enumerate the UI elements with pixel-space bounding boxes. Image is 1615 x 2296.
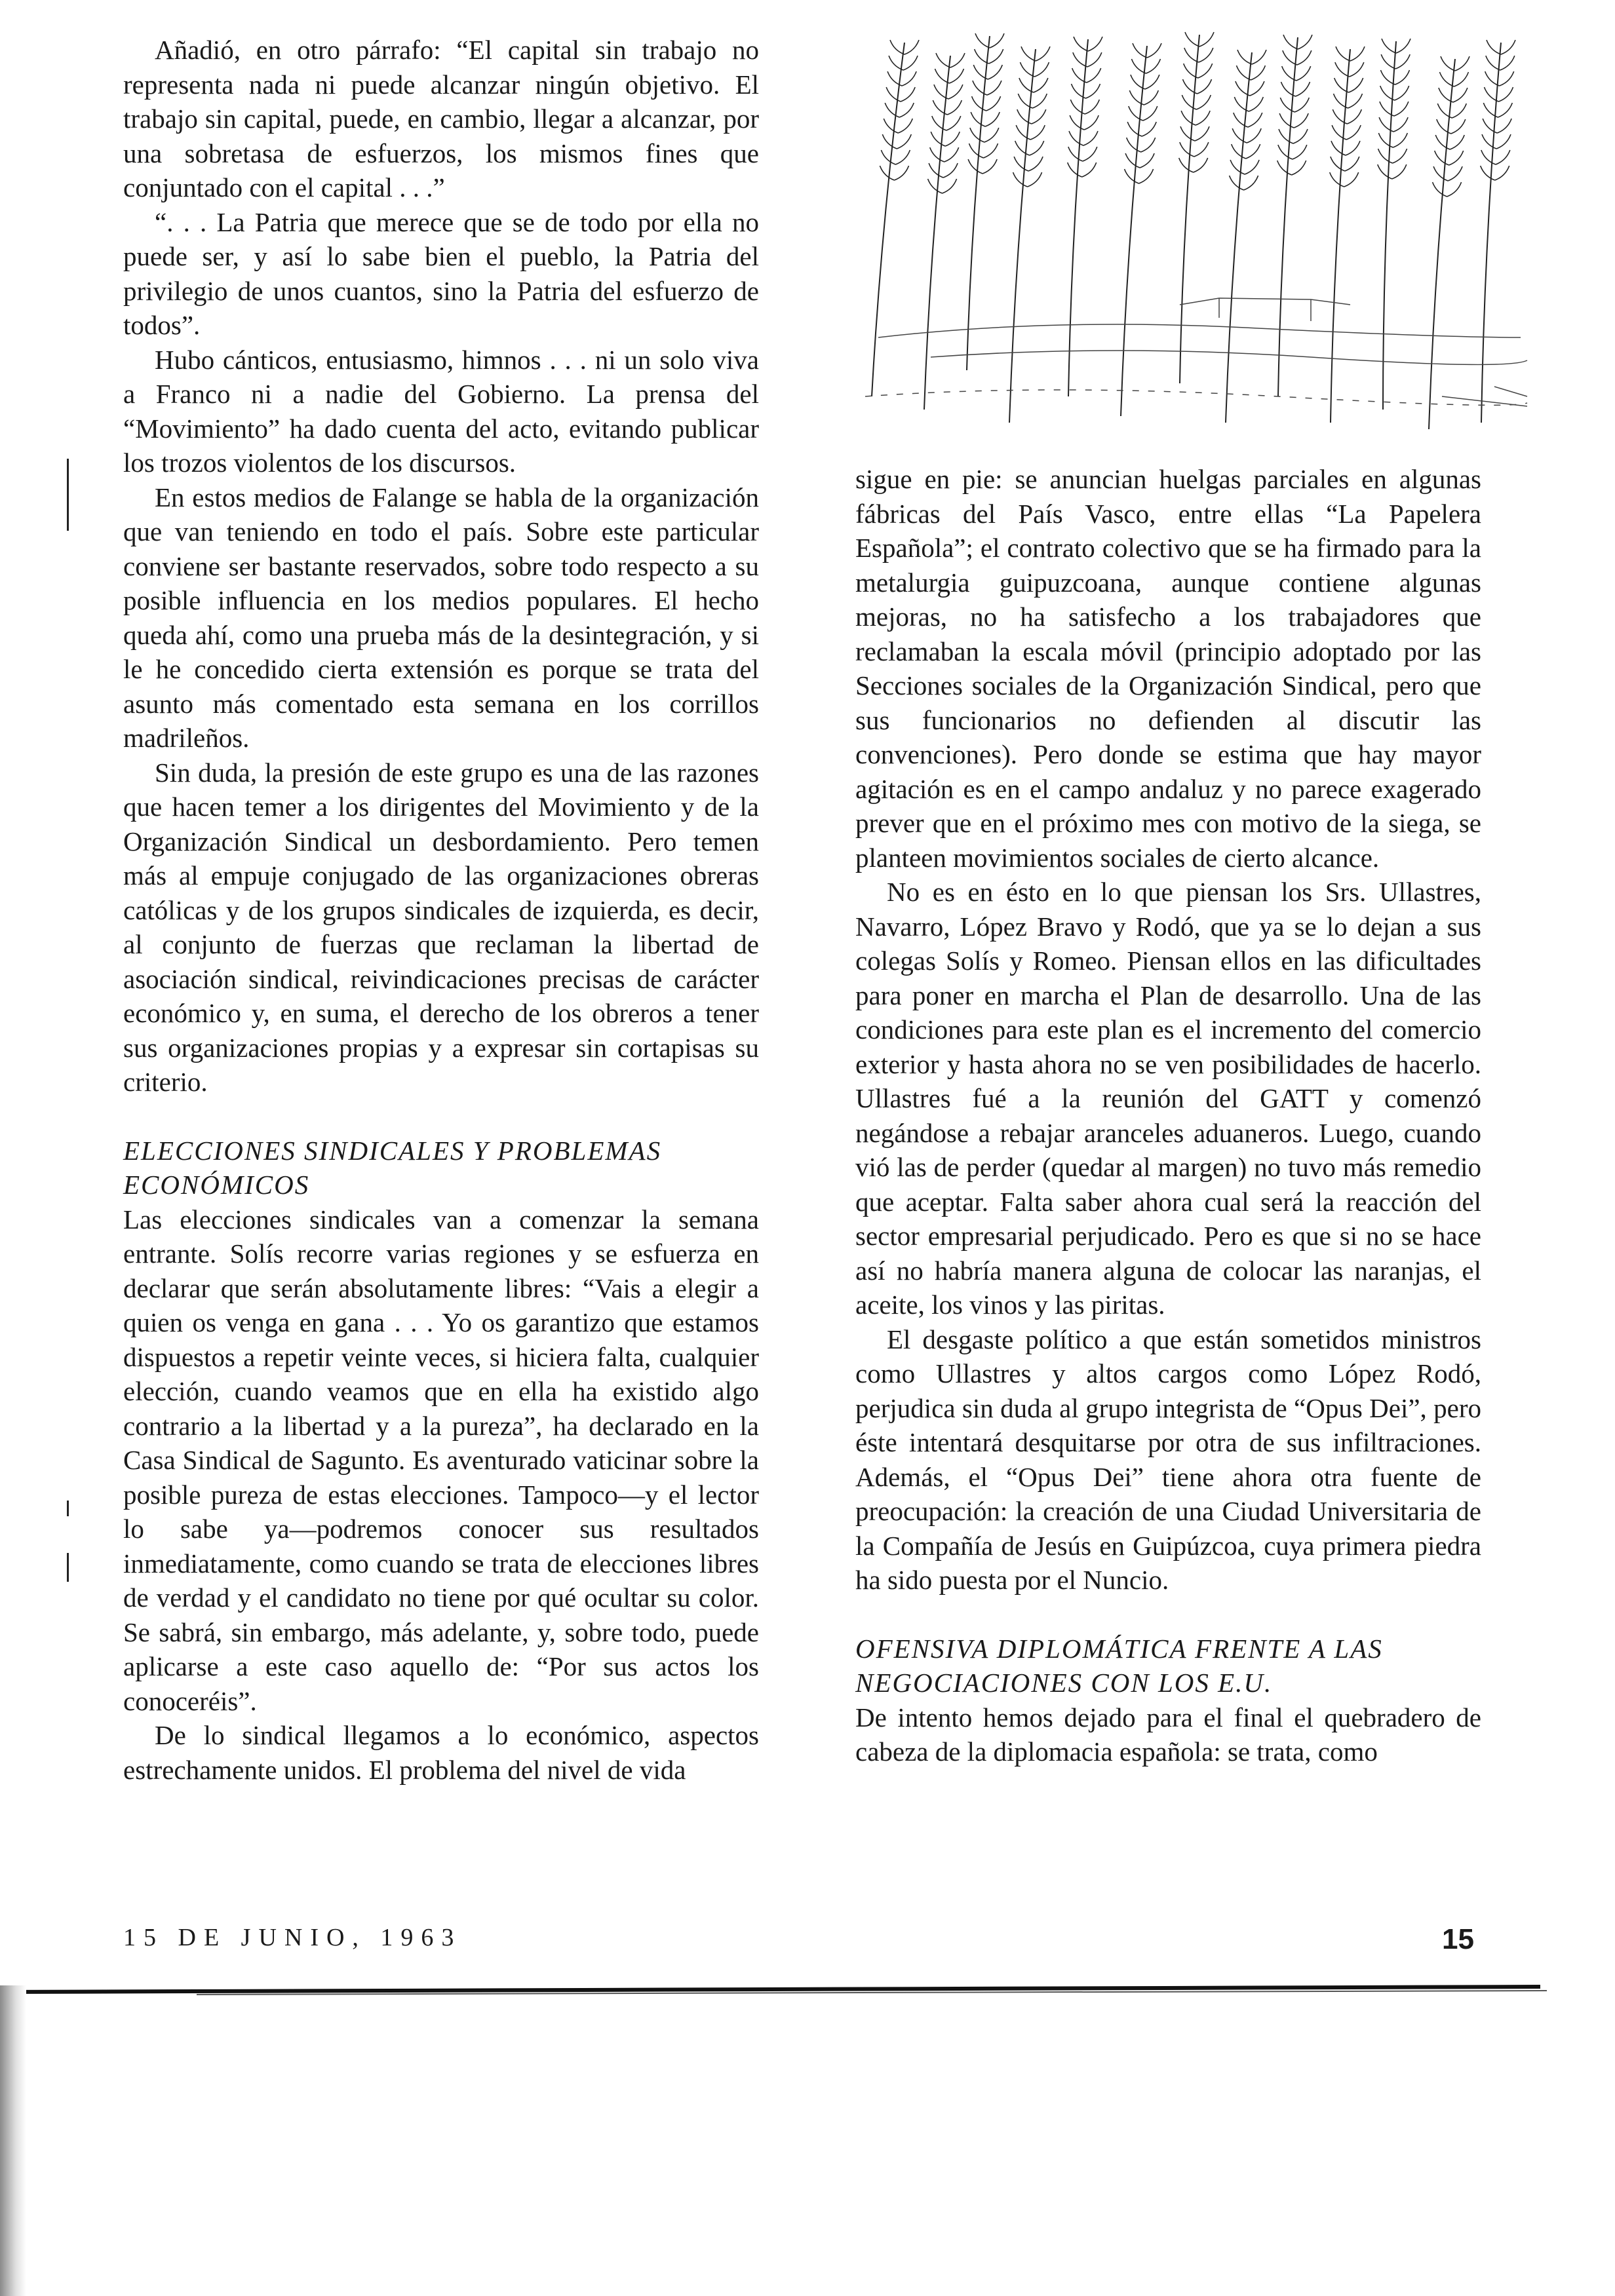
scan-edge xyxy=(0,1985,26,2296)
section-heading: ELECCIONES SINDICALES Y PROBLEMAS ECONÓMICOS xyxy=(123,1135,662,1200)
left-column xyxy=(123,33,759,1787)
paragraph: De lo sindical llegamos a lo económico, aspectos estrechamente unidos. El problema del nivel de vida xyxy=(123,1720,759,1785)
page-number: 15 xyxy=(1442,1923,1474,1955)
paragraph: Añadió, en otro párrafo: “El capital sin trabajo no representa nada ni puede alcanzar ningún objetivo. El trabajo sin capital, puede, en cambio, llegar a alcanzar, por una sobretasa de esfuerzos, los mismos fines que conjuntado con el capital . . .” xyxy=(123,35,759,202)
right-column xyxy=(855,462,1481,1769)
margin-mark xyxy=(67,459,69,531)
paragraph: De intento hemos dejado para el final el quebradero de cabeza de la diplomacia española: se trata, como xyxy=(855,1702,1481,1767)
wheat-illustration xyxy=(852,29,1534,436)
footer-date: 15 DE JUNIO, 1963 xyxy=(123,1924,462,1951)
paragraph: Hubo cánticos, entusiasmo, himnos . . . ni un solo viva a Franco ni a nadie del Gobierno. La prensa del “Movimiento” ha dado cuenta del acto, evitando publicar los trozos violentos de los discursos. xyxy=(123,344,759,478)
paragraph: El desgaste político a que están sometidos ministros como Ullastres y altos cargos como López Rodó, perjudica sin duda al grupo integrista de “Opus Dei”, pero éste intentará desquitarse por otra de sus infiltraciones. Además, el “Opus Dei” tiene ahora otra fuente de preocupación: la creación de una Ciudad Universitaria de la Compañía de Jesús en Guipúzcoa, cuya primera piedra ha sido puesta por el Nuncio. xyxy=(855,1324,1481,1595)
bottom-rule xyxy=(0,1972,1615,2012)
paragraph: “. . . La Patria que merece que se de todo por ella no puede ser, y así lo sabe bien el pueblo, la Patria del privilegio de unos cuantos, sino la Patria del esfuerzo de todos”. xyxy=(123,206,759,340)
margin-mark xyxy=(67,1501,69,1516)
margin-mark xyxy=(67,1553,69,1582)
section-heading: OFENSIVA DIPLOMÁTICA FRENTE A LAS NEGOCIACIONES CON LOS E.U. xyxy=(855,1633,1383,1698)
paragraph: En estos medios de Falange se habla de la organización que van teniendo en todo el país. Sobre este particular conviene ser bastante reservados, sobre todo respecto a su posible influencia en los medios populares. El hecho queda ahí, como una prueba más de la desintegración, y si le he concedido cierta extensión es porque se trata del asunto más comentado esta semana en los corrillos madrileños. xyxy=(123,482,759,753)
paragraph: Sin duda, la presión de este grupo es una de las razones que hacen temer a los dirigentes del Movimiento y de la Organización Sindical un desbordamiento. Pero temen más al empuje conjugado de las organizaciones obreras católicas y de los grupos sindicales de izquierda, es decir, al conjunto de fuerzas que reclaman la libertad de asociación sindical, reivindicaciones precisas de carácter económico y, en suma, el derecho de los obreros a tener sus organizaciones propias y a expresar sin cortapisas su criterio. xyxy=(123,757,759,1097)
paragraph: sigue en pie: se anuncian huelgas parciales en algunas fábricas del País Vasco, entre ellas “La Papelera Española”; el contrato colectivo que se ha firmado para la metalurgia guipuzcoana, aunque contiene algunas mejoras, no ha satisfecho a los trabajadores que reclamaban la escala móvil (principio adoptado por las Secciones sociales de la Organización Sindical, pero que sus funcionarios no defienden al discutir las convenciones). Pero donde se estima que hay mayor agitación es en el campo andaluz y no parece exagerado prever que en el próximo mes con motivo de la siega, se planteen movimientos sociales de cierto alcance. xyxy=(855,464,1481,873)
paragraph: No es en ésto en lo que piensan los Srs. Ullastres, Navarro, López Bravo y Rodó, que ya se lo dejan a sus colegas Solís y Romeo. Piensan ellos en las dificultades para poner en marcha el Plan de desarrollo. Una de las condiciones para este plan es el incremento del comercio exterior y hasta ahora no se ven posibilidades de hacerlo. Ullastres fué a la reunión del GATT y comenzó negándose a rebajar aranceles aduaneros. Luego, cuando vió las de perder (quedar al margen) no tuvo más remedio que aceptar. Falta saber ahora cual será la reacción del sector empresarial perjudicado. Pero es que si no se hace así no habría manera alguna de colocar las naranjas, el aceite, los vinos y las piritas. xyxy=(855,877,1481,1320)
paragraph: Las elecciones sindicales van a comenzar la semana entrante. Solís recorre varias regiones y se esfuerza en declarar que serán absolutamente libres: “Vais a elegir a quien os venga en gana . . . Yo os garantizo que estamos dispuestos a repetir veinte veces, si hiciera falta, cualquier elección, cuando veamos que en ella ha existido algo contrario a la libertad y a la pureza”, ha declarado en la Casa Sindical de Sagunto. Es aventurado vaticinar sobre la posible pureza de estas elecciones. Tampoco—y el lector lo sabe ya—podremos conocer sus resultados inmediatamente, como cuando se trata de elecciones libres de verdad y el candidato no tiene por qué ocultar su color. Se sabrá, sin embargo, más adelante, y, sobre todo, puede aplicarse a este caso aquello de: “Por sus actos los conoceréis”. xyxy=(123,1204,759,1716)
